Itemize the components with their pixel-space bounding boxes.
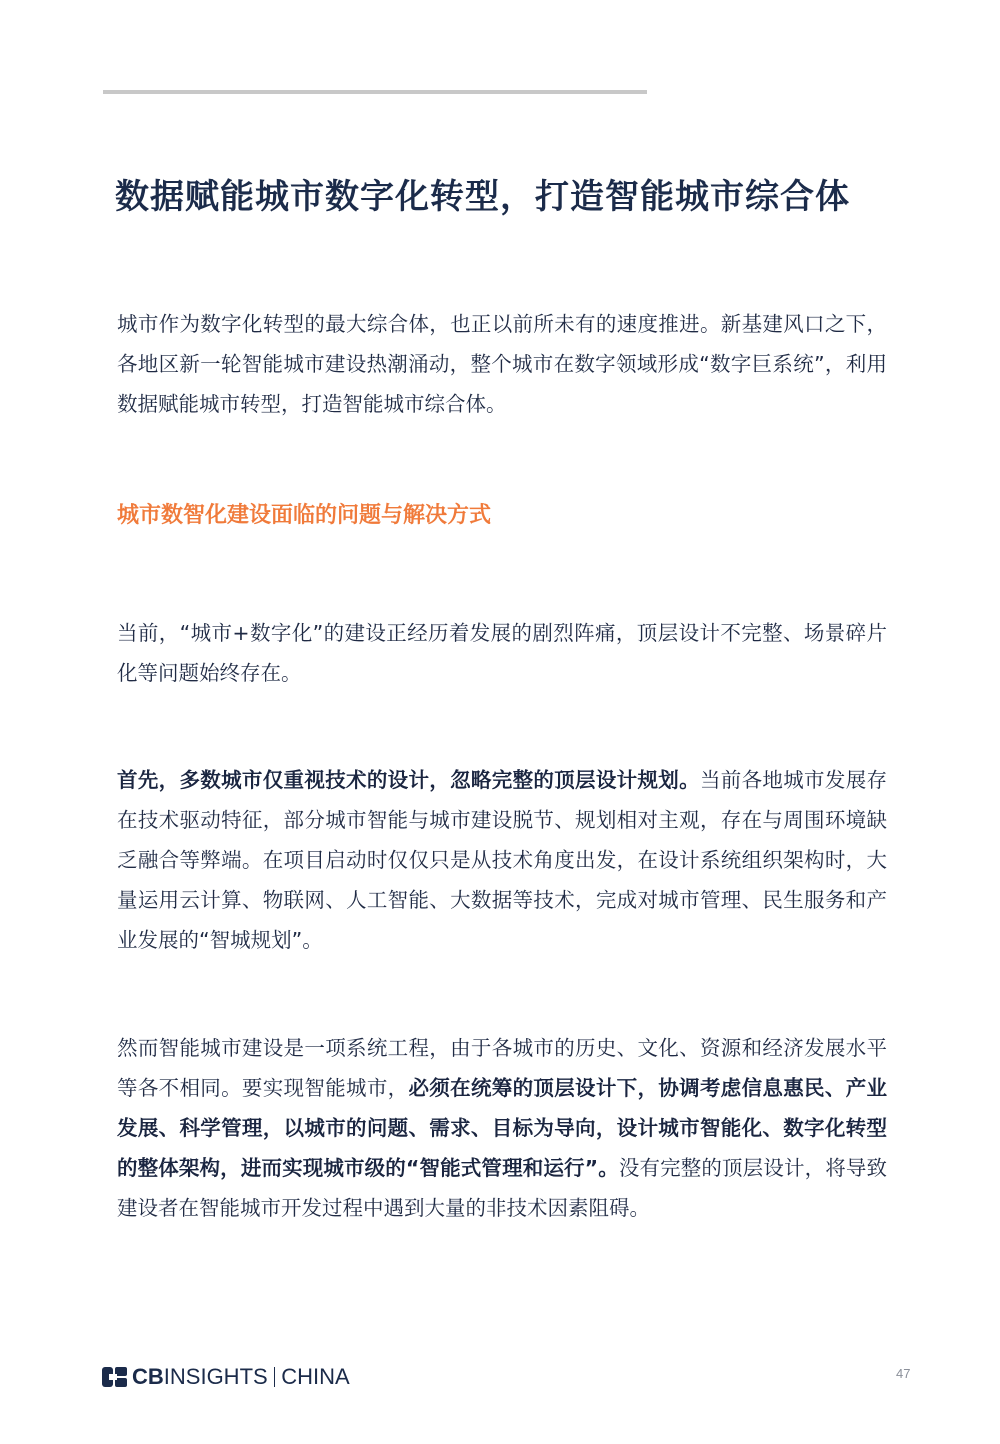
page-number: 47 <box>896 1366 911 1381</box>
cbinsights-china-logo <box>102 1362 350 1392</box>
logo-insights-text: INSIGHTS <box>163 1364 268 1389</box>
current-situation-paragraph: 当前，“城市+数字化”的建设正经历着发展的剧烈阵痛，顶层设计不完整、场景碎片化等问题始终存在。 <box>117 621 887 685</box>
system-engineering-paragraph <box>117 1028 887 1228</box>
logo-china-text: CHINA <box>281 1364 350 1389</box>
system-engineering-bold: 必须在统筹的顶层设计下，协调考虑信息惠民、产业发展、科学管理，以城市的问题、需求、目标为导向，设计城市智能化、数字化转型的整体架构，进而实现城市级的“智能式管理和运行”。 <box>117 1076 888 1180</box>
section-heading: 城市数智化建设面临的问题与解决方式 <box>117 503 492 528</box>
first-problem-paragraph <box>117 760 887 960</box>
logo-wordmark <box>132 1364 350 1390</box>
top-divider <box>103 90 647 94</box>
first-problem-body: 当前各地城市发展存在技术驱动特征，部分城市智能与城市建设脱节、规划相对主观，存在与周围环境缺乏融合等弊端。在项目启动时仅仅只是从技术角度出发，在设计系统组织架构时，大量运用云计算、物联网、人工智能、大数据等技术，完成对城市管理、民生服务和产业发展的“智城规划”。 <box>117 768 888 952</box>
first-problem-bold-lead: 首先，多数城市仅重视技术的设计，忽略完整的顶层设计规划。 <box>117 768 700 792</box>
system-engineering-tail: 没有完整的顶层设计，将导致建设者在智能城市开发过程中遇到大量的非技术因素阻碍。 <box>117 1156 887 1220</box>
logo-cb-text: CB <box>132 1364 164 1389</box>
page-title: 数据赋能城市数字化转型，打造智能城市综合体 <box>115 177 850 217</box>
logo-separator <box>274 1367 276 1387</box>
system-engineering-lead: 然而智能城市建设是一项系统工程，由于各城市的历史、文化、资源和经济发展水平等各不相同。要实现智能城市， <box>117 1036 887 1100</box>
intro-paragraph: 城市作为数字化转型的最大综合体，也正以前所未有的速度推进。新基建风口之下，各地区新一轮智能城市建设热潮涌动，整个城市在数字领域形成“数字巨系统”，利用数据赋能城市转型，打造智能城市综合体。 <box>117 312 887 416</box>
cbinsights-logo-icon <box>102 1367 127 1387</box>
